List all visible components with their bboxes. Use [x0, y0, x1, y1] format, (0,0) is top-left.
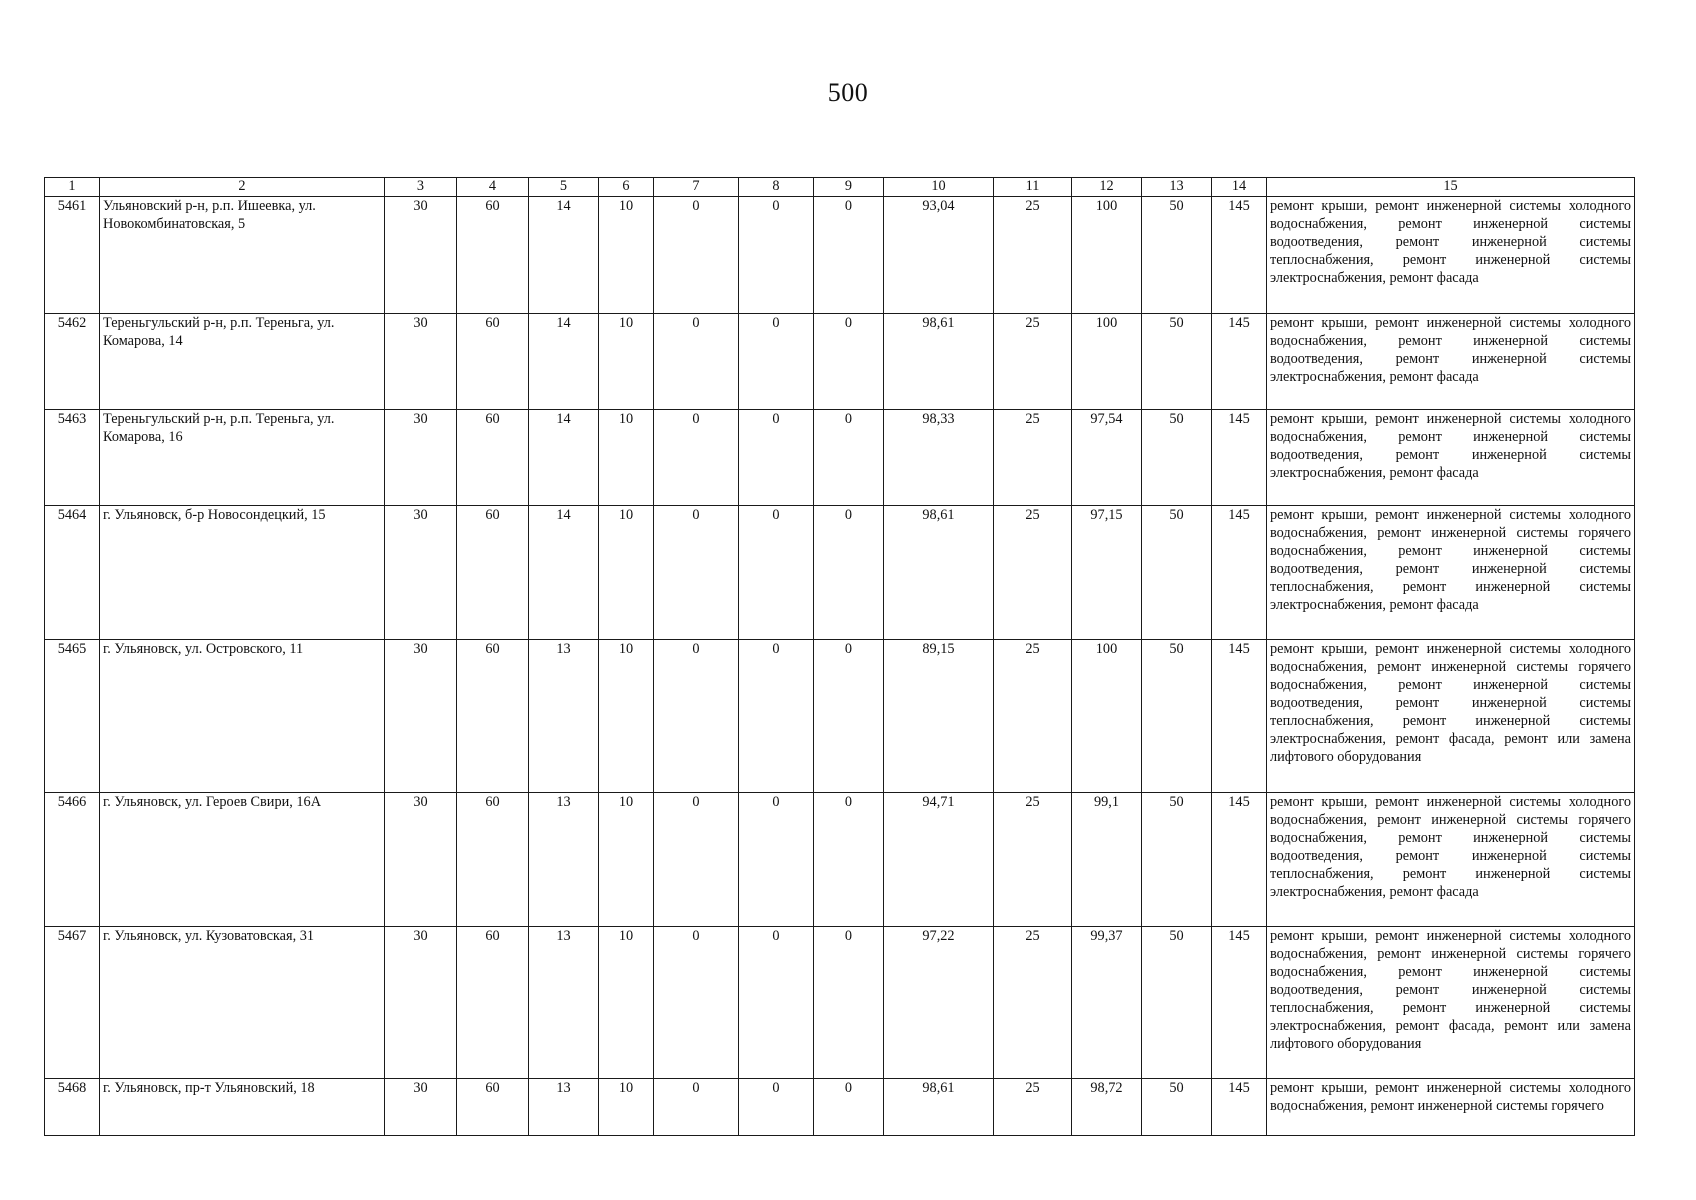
cell-col-4: 60 — [457, 410, 529, 506]
address-cell: г. Ульяновск, пр-т Ульяновский, 18 — [100, 1079, 385, 1136]
cell-col-4: 60 — [457, 1079, 529, 1136]
cell-col-8: 0 — [739, 927, 814, 1079]
col-header-7: 7 — [654, 178, 739, 197]
cell-col-14: 145 — [1212, 314, 1267, 410]
cell-col-3: 30 — [385, 793, 457, 927]
col-header-8: 8 — [739, 178, 814, 197]
works-cell: ремонт крыши, ремонт инженерной системы холодного водоснабжения, ремонт инженерной системы водоотведения, ремонт инженерной системы теплоснабжения, ремонт инженерной системы электроснабжения, ремонт фасада — [1267, 197, 1635, 314]
cell-col-6: 10 — [599, 793, 654, 927]
col-header-5: 5 — [529, 178, 599, 197]
cell-col-7: 0 — [654, 927, 739, 1079]
cell-col-11: 25 — [994, 927, 1072, 1079]
works-cell: ремонт крыши, ремонт инженерной системы холодного водоснабжения, ремонт инженерной системы водоотведения, ремонт инженерной системы электроснабжения, ремонт фасада — [1267, 410, 1635, 506]
row-id: 5464 — [45, 506, 100, 640]
col-header-9: 9 — [814, 178, 884, 197]
page-number: 500 — [827, 78, 869, 107]
address-cell: Тереньгульский р-н, р.п. Тереньга, ул. Комарова, 14 — [100, 314, 385, 410]
cell-col-5: 13 — [529, 793, 599, 927]
cell-col-3: 30 — [385, 314, 457, 410]
cell-col-14: 145 — [1212, 1079, 1267, 1136]
cell-col-12: 99,37 — [1072, 927, 1142, 1079]
cell-col-3: 30 — [385, 640, 457, 793]
col-header-13: 13 — [1142, 178, 1212, 197]
col-header-14: 14 — [1212, 178, 1267, 197]
cell-col-11: 25 — [994, 506, 1072, 640]
cell-col-4: 60 — [457, 506, 529, 640]
table-row — [45, 197, 1635, 314]
cell-col-10: 89,15 — [884, 640, 994, 793]
cell-col-6: 10 — [599, 197, 654, 314]
col-header-2: 2 — [100, 178, 385, 197]
cell-col-9: 0 — [814, 640, 884, 793]
table-row — [45, 793, 1635, 927]
cell-col-11: 25 — [994, 793, 1072, 927]
table-row — [45, 1079, 1635, 1136]
cell-col-13: 50 — [1142, 506, 1212, 640]
col-header-1: 1 — [45, 178, 100, 197]
cell-col-5: 14 — [529, 197, 599, 314]
cell-col-3: 30 — [385, 197, 457, 314]
cell-col-14: 145 — [1212, 927, 1267, 1079]
col-header-15: 15 — [1267, 178, 1635, 197]
cell-col-11: 25 — [994, 410, 1072, 506]
cell-col-9: 0 — [814, 506, 884, 640]
cell-col-14: 145 — [1212, 640, 1267, 793]
cell-col-5: 14 — [529, 410, 599, 506]
cell-col-7: 0 — [654, 197, 739, 314]
cell-col-14: 145 — [1212, 506, 1267, 640]
table-row — [45, 410, 1635, 506]
address-cell: г. Ульяновск, ул. Кузоватовская, 31 — [100, 927, 385, 1079]
cell-col-3: 30 — [385, 410, 457, 506]
cell-col-7: 0 — [654, 410, 739, 506]
col-header-11: 11 — [994, 178, 1072, 197]
cell-col-11: 25 — [994, 197, 1072, 314]
cell-col-3: 30 — [385, 927, 457, 1079]
cell-col-8: 0 — [739, 640, 814, 793]
cell-col-7: 0 — [654, 640, 739, 793]
row-id: 5461 — [45, 197, 100, 314]
cell-col-14: 145 — [1212, 197, 1267, 314]
cell-col-13: 50 — [1142, 410, 1212, 506]
col-header-6: 6 — [599, 178, 654, 197]
cell-col-7: 0 — [654, 1079, 739, 1136]
cell-col-7: 0 — [654, 314, 739, 410]
cell-col-8: 0 — [739, 793, 814, 927]
cell-col-11: 25 — [994, 314, 1072, 410]
cell-col-9: 0 — [814, 197, 884, 314]
works-cell: ремонт крыши, ремонт инженерной системы холодного водоснабжения, ремонт инженерной системы водоотведения, ремонт инженерной системы электроснабжения, ремонт фасада — [1267, 314, 1635, 410]
cell-col-4: 60 — [457, 640, 529, 793]
cell-col-11: 25 — [994, 1079, 1072, 1136]
cell-col-11: 25 — [994, 640, 1072, 793]
cell-col-12: 97,54 — [1072, 410, 1142, 506]
cell-col-12: 100 — [1072, 197, 1142, 314]
cell-col-12: 100 — [1072, 640, 1142, 793]
cell-col-5: 13 — [529, 1079, 599, 1136]
cell-col-8: 0 — [739, 506, 814, 640]
cell-col-13: 50 — [1142, 314, 1212, 410]
cell-col-13: 50 — [1142, 640, 1212, 793]
row-id: 5462 — [45, 314, 100, 410]
cell-col-6: 10 — [599, 640, 654, 793]
cell-col-13: 50 — [1142, 793, 1212, 927]
address-cell: г. Ульяновск, ул. Героев Свири, 16А — [100, 793, 385, 927]
cell-col-7: 0 — [654, 793, 739, 927]
housing-repair-table — [44, 177, 1635, 1136]
cell-col-9: 0 — [814, 314, 884, 410]
cell-col-14: 145 — [1212, 410, 1267, 506]
cell-col-4: 60 — [457, 793, 529, 927]
cell-col-10: 98,61 — [884, 506, 994, 640]
cell-col-5: 14 — [529, 506, 599, 640]
header-row — [45, 178, 1635, 197]
cell-col-4: 60 — [457, 197, 529, 314]
row-id: 5466 — [45, 793, 100, 927]
cell-col-14: 145 — [1212, 793, 1267, 927]
cell-col-5: 14 — [529, 314, 599, 410]
cell-col-10: 98,61 — [884, 314, 994, 410]
address-cell: Тереньгульский р-н, р.п. Тереньга, ул. Комарова, 16 — [100, 410, 385, 506]
cell-col-10: 98,61 — [884, 1079, 994, 1136]
works-cell: ремонт крыши, ремонт инженерной системы холодного водоснабжения, ремонт инженерной системы горячего водоснабжения, ремонт инженерной системы водоотведения, ремонт инженерной системы теплоснабжения, ремонт инженерной системы электроснабжения, ремонт фасада, ремонт или замена лифтового оборудования — [1267, 640, 1635, 793]
col-header-4: 4 — [457, 178, 529, 197]
col-header-12: 12 — [1072, 178, 1142, 197]
cell-col-7: 0 — [654, 506, 739, 640]
cell-col-9: 0 — [814, 927, 884, 1079]
col-header-10: 10 — [884, 178, 994, 197]
table-row — [45, 314, 1635, 410]
cell-col-8: 0 — [739, 1079, 814, 1136]
cell-col-10: 94,71 — [884, 793, 994, 927]
address-cell: г. Ульяновск, б-р Новосондецкий, 15 — [100, 506, 385, 640]
works-cell: ремонт крыши, ремонт инженерной системы холодного водоснабжения, ремонт инженерной системы горячего водоснабжения, ремонт инженерной системы водоотведения, ремонт инженерной системы теплоснабжения, ремонт инженерной системы электроснабжения, ремонт фасада — [1267, 506, 1635, 640]
cell-col-6: 10 — [599, 410, 654, 506]
table-row — [45, 506, 1635, 640]
row-id: 5463 — [45, 410, 100, 506]
cell-col-5: 13 — [529, 927, 599, 1079]
cell-col-12: 97,15 — [1072, 506, 1142, 640]
cell-col-3: 30 — [385, 1079, 457, 1136]
cell-col-8: 0 — [739, 197, 814, 314]
address-cell: г. Ульяновск, ул. Островского, 11 — [100, 640, 385, 793]
cell-col-13: 50 — [1142, 927, 1212, 1079]
cell-col-13: 50 — [1142, 1079, 1212, 1136]
table-row — [45, 927, 1635, 1079]
cell-col-13: 50 — [1142, 197, 1212, 314]
cell-col-6: 10 — [599, 927, 654, 1079]
cell-col-12: 98,72 — [1072, 1079, 1142, 1136]
row-id: 5467 — [45, 927, 100, 1079]
col-header-3: 3 — [385, 178, 457, 197]
row-id: 5468 — [45, 1079, 100, 1136]
works-cell: ремонт крыши, ремонт инженерной системы холодного водоснабжения, ремонт инженерной системы горячего — [1267, 1079, 1635, 1136]
address-cell: Ульяновский р-н, р.п. Ишеевка, ул. Новокомбинатовская, 5 — [100, 197, 385, 314]
cell-col-9: 0 — [814, 410, 884, 506]
cell-col-8: 0 — [739, 410, 814, 506]
table-row — [45, 640, 1635, 793]
cell-col-5: 13 — [529, 640, 599, 793]
cell-col-10: 97,22 — [884, 927, 994, 1079]
row-id: 5465 — [45, 640, 100, 793]
cell-col-4: 60 — [457, 314, 529, 410]
cell-col-9: 0 — [814, 793, 884, 927]
cell-col-10: 98,33 — [884, 410, 994, 506]
cell-col-12: 100 — [1072, 314, 1142, 410]
cell-col-9: 0 — [814, 1079, 884, 1136]
cell-col-6: 10 — [599, 1079, 654, 1136]
works-cell: ремонт крыши, ремонт инженерной системы холодного водоснабжения, ремонт инженерной системы горячего водоснабжения, ремонт инженерной системы водоотведения, ремонт инженерной системы теплоснабжения, ремонт инженерной системы электроснабжения, ремонт фасада — [1267, 793, 1635, 927]
cell-col-6: 10 — [599, 506, 654, 640]
cell-col-10: 93,04 — [884, 197, 994, 314]
works-cell: ремонт крыши, ремонт инженерной системы холодного водоснабжения, ремонт инженерной системы горячего водоснабжения, ремонт инженерной системы водоотведения, ремонт инженерной системы теплоснабжения, ремонт инженерной системы электроснабжения, ремонт фасада, ремонт или замена лифтового оборудования — [1267, 927, 1635, 1079]
cell-col-4: 60 — [457, 927, 529, 1079]
cell-col-12: 99,1 — [1072, 793, 1142, 927]
cell-col-3: 30 — [385, 506, 457, 640]
cell-col-8: 0 — [739, 314, 814, 410]
cell-col-6: 10 — [599, 314, 654, 410]
